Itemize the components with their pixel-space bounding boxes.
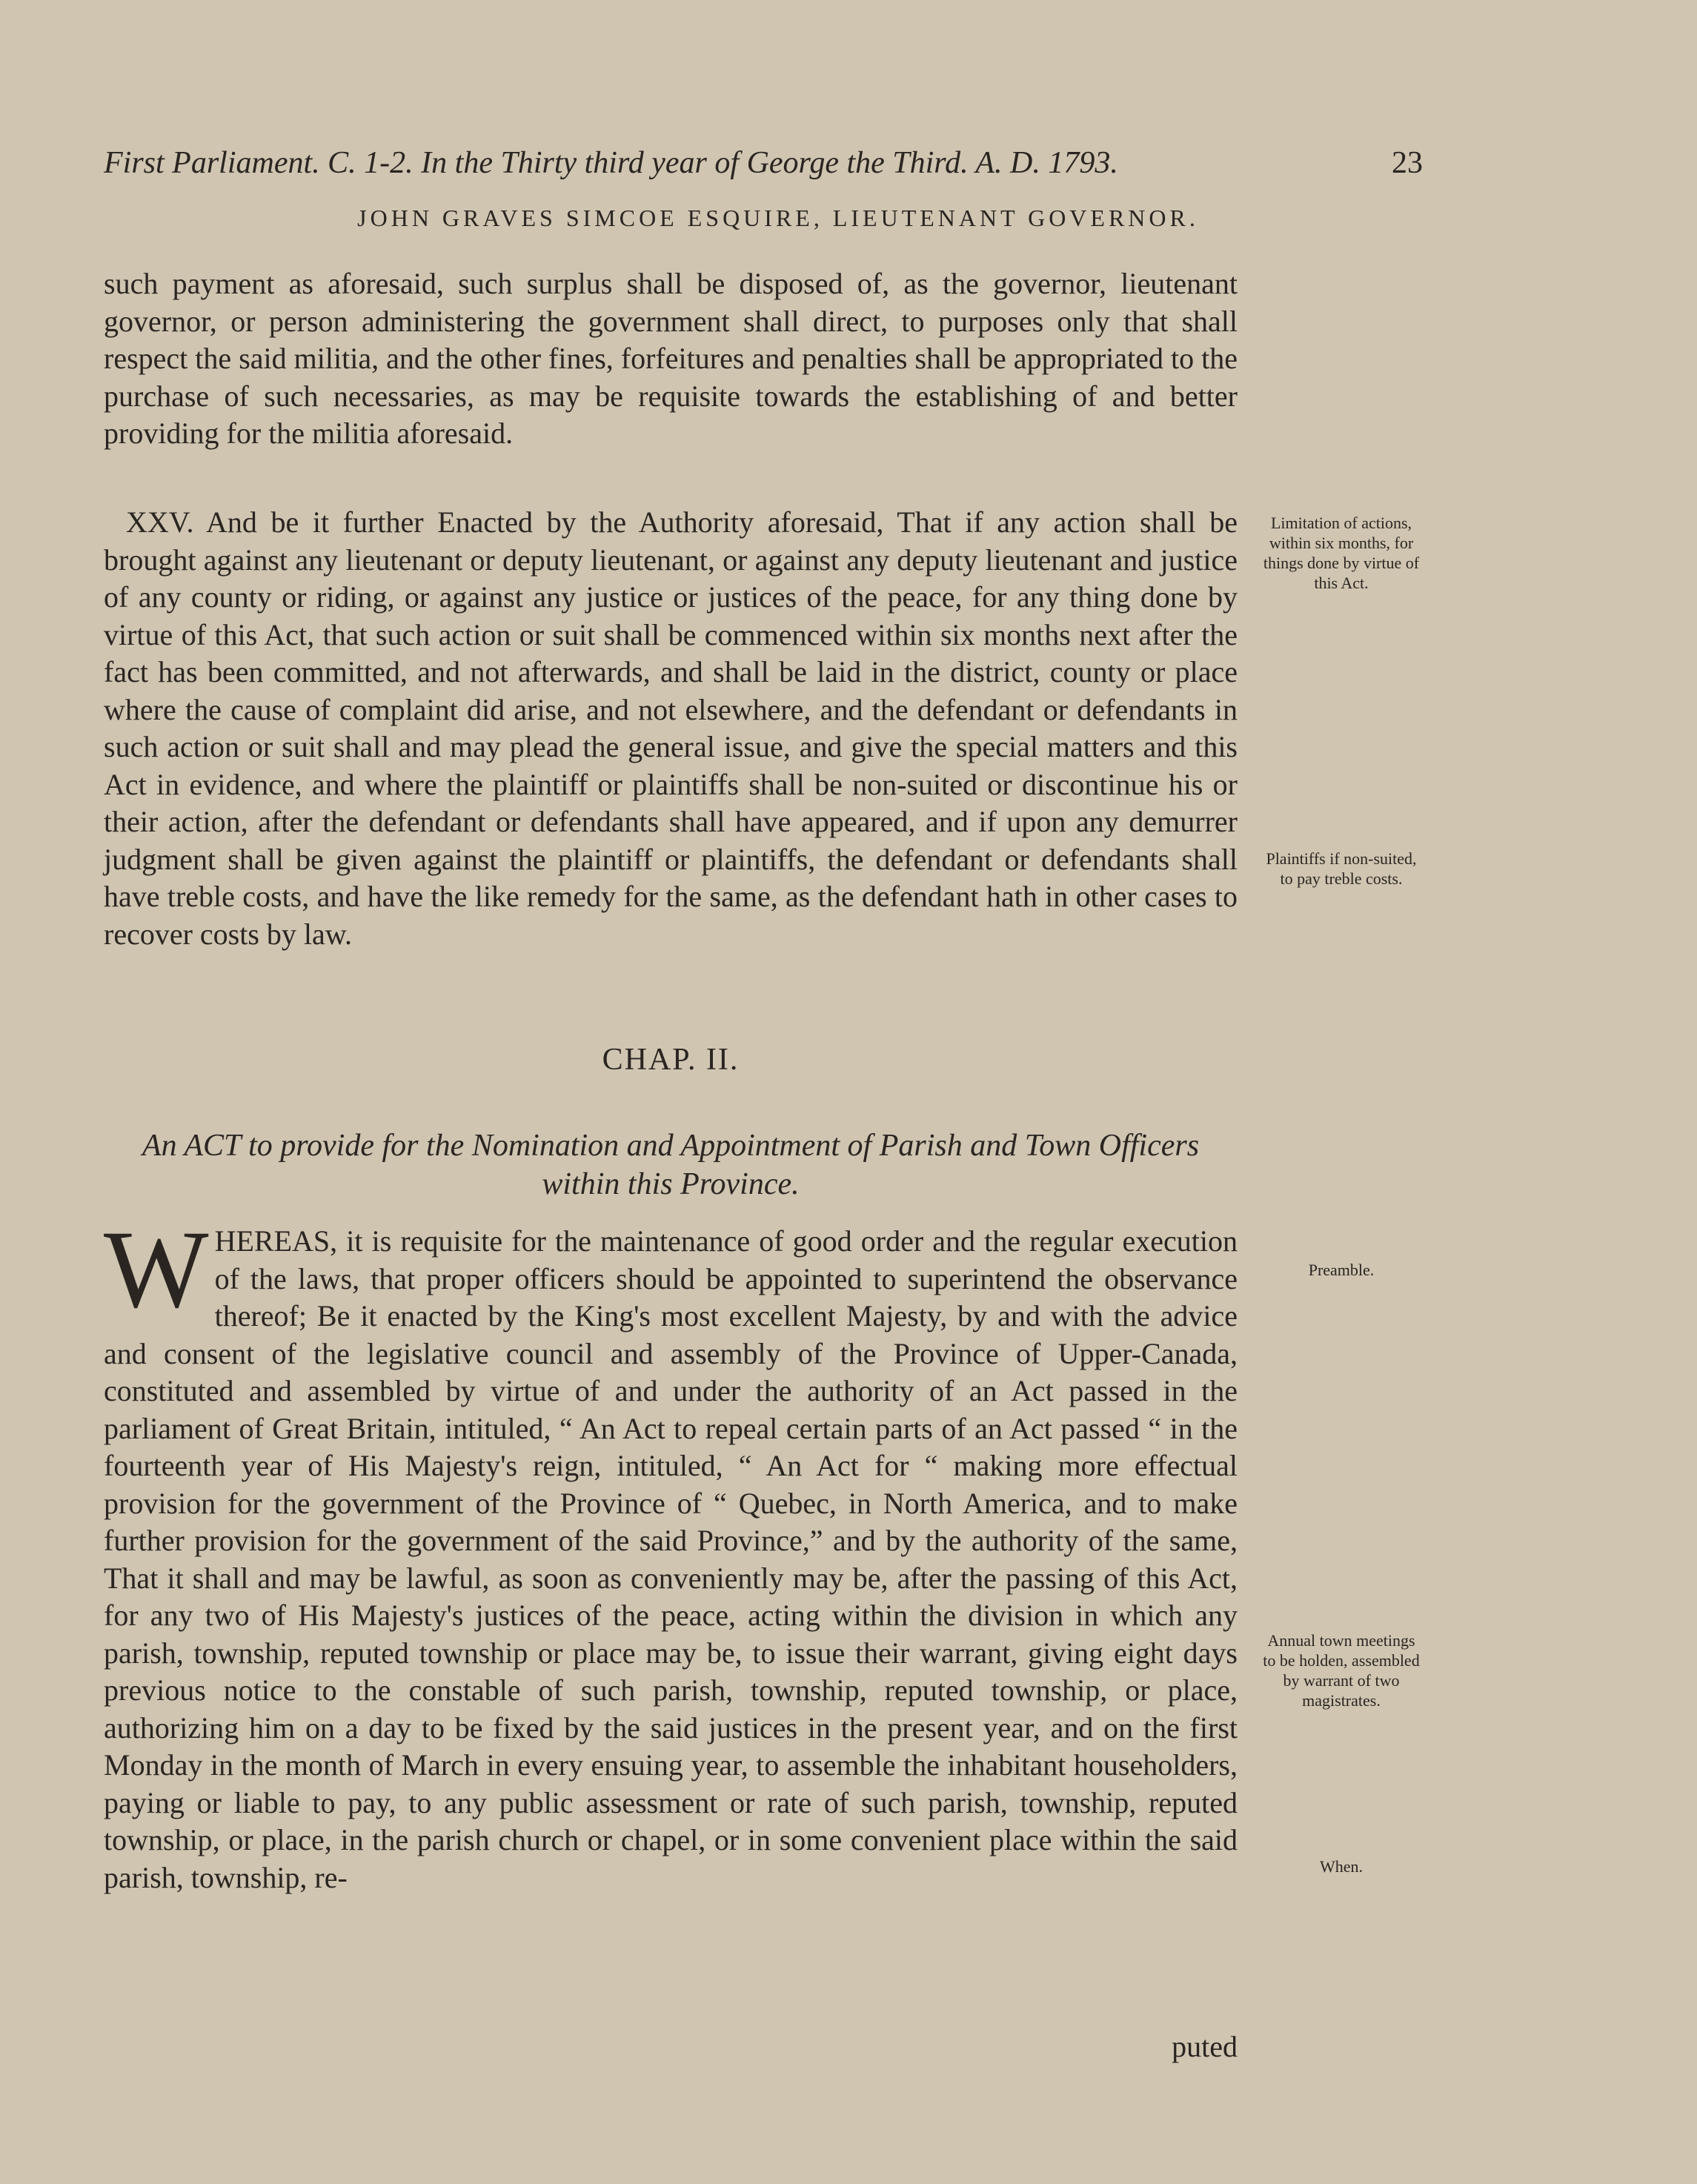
section-xxv xyxy=(104,504,1238,953)
chapter-heading: CHAP. II. xyxy=(602,1043,740,1077)
act-title: An ACT to provide for the Nomination and Appointment of Parish and Town Officers within this Province. xyxy=(142,1129,1200,1201)
paragraph-text: HEREAS, it is requisite for the maintenance of good order and the regular execution of the laws, that proper officers should be appointed to superintend the observance thereof; Be it enacted by the King's most excellent Majesty, by and with the advice and consent of the legislative council and assembly of the Province of Upper-Canada, constituted and assembled by virtue of and under the authority of an Act passed in the parliament of Great Britain, intituled, “ An Act to repeal certain parts of an Act passed “ in the fourteenth year of His Majesty's reign, intituled, “ An Act for “ making more effectual provision for the government of the Province of “ Quebec, in North America, and to make further provision for the government of the said Province,” and by the authority of the same, That it shall and may be lawful, as soon as conveniently may be, after the passing of this Act, for any two of His Majesty's justices of the peace, acting within the division in which any parish, township, reputed township or place may be, to issue their warrant, giving eight days previous notice to the constable of such parish, township, reputed township, or place, authorizing him on a day to be fixed by the said justices in the present year, and on the first Monday in the month of March in every ensuing year, to assemble the inhabitant householders, paying or liable to pay, to any public assessment or rate of such parish, township, reputed township, or place, in the parish church or chapel, or in some convenient place within the said parish, township, re- xyxy=(104,1224,1238,1894)
margin-note: When. xyxy=(1319,1857,1364,1876)
running-title: First Parliament. C. 1-2. In the Thirty third year of George the Third. A. D. 1793. xyxy=(104,146,1118,180)
running-header xyxy=(104,145,1423,190)
margin-note: Annual town meetings to be holden, assembled by warrant of two magistrates. xyxy=(1263,1631,1420,1710)
preamble-paragraph xyxy=(104,1208,1238,1896)
governor-subtitle: JOHN GRAVES SIMCOE ESQUIRE, LIEUTENANT GOVERNOR. xyxy=(357,205,1199,231)
paragraph-text: XXV. And be it further Enacted by the Authority aforesaid, That if any action shall be brought against any lieutenant or deputy lieutenant, or against any deputy lieutenant and justice of any county or riding, or against any justice or justices of the peace, for any thing done by virtue of this Act, that such action or suit shall be commenced within six months next after the fact has been committed, and not afterwards, and shall be laid in the district, county or place where the cause of complaint did arise, and not elsewhere, and the defendant or defendants in such action or suit shall and may plead the general issue, and give the special matters and this Act in evidence, and where the plaintiff or plaintiffs shall be non-suited or discontinue his or their action, after the defendant or defendants shall have appeared, and if upon any demurrer judgment shall be given against the plaintiff or plaintiffs, the defendant or defendants shall have treble costs, and have the like remedy for the same, as the defendant hath in other cases to recover costs by law. xyxy=(104,505,1238,951)
paragraph-text: such payment as aforesaid, such surplus shall be disposed of, as the governor, lieutenant governor, or person administering the government shall direct, to purposes only that shall respect the said militia, and the other fines, forfeitures and penalties shall be appropriated to the purchase of such necessaries, as may be requisite towards the establishing of and better providing for the militia aforesaid. xyxy=(104,267,1238,450)
margin-note: Preamble. xyxy=(1308,1261,1375,1279)
drop-cap: W xyxy=(104,1208,209,1331)
catchword: puted xyxy=(1172,2030,1238,2063)
paragraph-continued xyxy=(104,265,1238,453)
margin-note: Limitation of actions, within six months, for things done by virtue of this Act. xyxy=(1263,514,1420,592)
margin-note: Plaintiffs if non-suited, to pay treble costs. xyxy=(1266,849,1417,888)
page-number: 23 xyxy=(1392,146,1423,180)
